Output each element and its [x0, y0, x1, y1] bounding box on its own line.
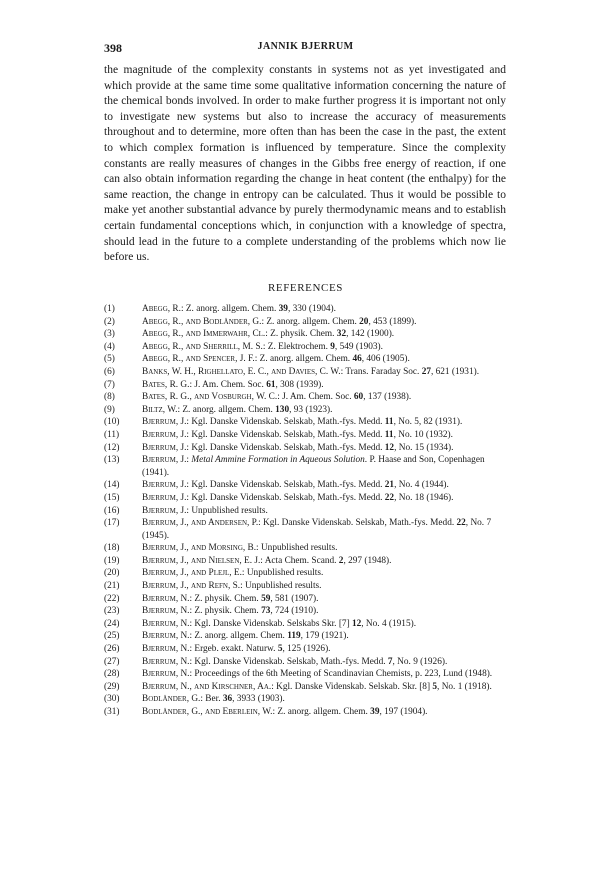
- reference-item: [104, 618, 506, 631]
- reference-source: : Proceedings of the 6th Meeting of Scandinavian Chemists, p. 223, Lund (1948).: [189, 669, 493, 680]
- body-paragraph: the magnitude of the complexity constants in systems not as yet investigated and which provide at the same time some qualitative information concerning the nature of the chemical bonds involved. In order to make further progress it is important not only to investigate new systems but also to increase the accuracy of measurements throughout and to determine, more often than has been the case in the past, the extent to which complex formation is influenced by temperature. Since the complexity constants are really measures of changes in the Gibbs free energy of reaction, if one can also obtain information regarding the change in heat content (the enthalpy) for the same reaction, the change in entropy can be calculated. Thus it would be possible to make yet another substantial advance by purely thermodynamic means and to establish certain fundamental conceptions which, in conjunction with a knowledge of spectra, should lead in the future to a complete understanding of the problems which now lie before us.: [104, 64, 506, 264]
- reference-number: (29): [104, 681, 120, 692]
- reference-volume: 60: [353, 392, 364, 403]
- reference-volume: 12: [351, 618, 362, 629]
- reference-details: , 3933 (1903).: [232, 694, 285, 705]
- reference-number: (3): [104, 329, 115, 340]
- reference-item: [104, 379, 506, 392]
- reference-details: , 581 (1907).: [270, 593, 319, 604]
- reference-authors: Biltz, W.: [142, 404, 178, 415]
- reference-details: , 453 (1899).: [368, 316, 417, 327]
- reference-item: [104, 643, 506, 656]
- reference-source: : Kgl. Danske Videnskab. Selskab, Math.-fys. Medd.: [186, 480, 385, 491]
- reference-details: , No. 4 (1944).: [394, 480, 449, 491]
- reference-item: [104, 630, 506, 643]
- reference-authors: Bates, R. G.: [142, 379, 190, 390]
- reference-item: [104, 303, 506, 316]
- reference-number: (17): [104, 518, 120, 529]
- references-heading: REFERENCES: [267, 282, 344, 294]
- reference-number: (26): [104, 644, 120, 655]
- reference-volume: 73: [261, 606, 271, 617]
- reference-source: : Kgl. Danske Videnskab. Selskab, Math.-fys. Medd.: [186, 442, 385, 453]
- reference-source: : Z. physik. Chem.: [265, 329, 337, 340]
- reference-authors: Bjerrum, N.: [142, 606, 190, 617]
- reference-details: , No. 18 (1946).: [394, 492, 454, 503]
- reference-volume: 46: [352, 354, 362, 365]
- reference-number: (13): [104, 455, 120, 466]
- reference-source: : Kgl. Danske Videnskab. Selskab. Skr. [8]: [271, 681, 433, 692]
- reference-authors: Abegg, R., and Immerwahr, Cl.: [142, 329, 266, 340]
- reference-item: [104, 681, 506, 694]
- reference-source: :: [186, 455, 192, 466]
- reference-volume: 61: [266, 379, 276, 390]
- reference-authors: Bjerrum, N.: [142, 618, 190, 629]
- reference-details: , No. 5, 82 (1931).: [393, 417, 463, 428]
- reference-number: (12): [104, 442, 120, 453]
- reference-number: (8): [104, 392, 115, 403]
- reference-details: , 93 (1923).: [289, 404, 333, 415]
- reference-authors: Bjerrum, J., and Andersen, P.: [142, 518, 259, 529]
- reference-item: [104, 341, 506, 354]
- reference-volume: 130: [275, 404, 290, 415]
- reference-authors: Bjerrum, J.: [142, 492, 187, 503]
- reference-source: : Z. physik. Chem.: [189, 606, 262, 617]
- reference-volume: 20: [359, 316, 369, 327]
- reference-volume: 7: [387, 656, 393, 667]
- reference-item: [104, 442, 506, 455]
- reference-details: , No. 15 (1934).: [394, 442, 454, 453]
- reference-details: , 549 (1903).: [334, 341, 383, 352]
- reference-details: , 137 (1938).: [363, 392, 412, 403]
- reference-source: : Kgl. Danske Videnskab. Selskab, Math.-fys. Medd.: [186, 417, 385, 428]
- reference-volume: 39: [278, 304, 288, 314]
- reference-authors: Bates, R. G., and Vosburgh, W. C.: [142, 392, 278, 403]
- reference-item: [104, 580, 506, 593]
- reference-item: [104, 517, 506, 542]
- reference-number: (15): [104, 492, 120, 503]
- reference-number: (6): [104, 366, 115, 377]
- reference-item: [104, 479, 506, 492]
- reference-volume: 5: [432, 681, 438, 692]
- reference-source: : Ber.: [200, 694, 223, 705]
- reference-details: , 724 (1910).: [270, 606, 319, 617]
- reference-title: Metal Ammine Formation in Aqueous Solution: [191, 455, 365, 466]
- reference-authors: Bjerrum, J.: [142, 442, 187, 453]
- reference-item: [104, 555, 506, 568]
- reference-authors: Bjerrum, J.: [142, 429, 187, 440]
- reference-source: : Z. anorg. allgem. Chem.: [261, 316, 360, 327]
- reference-authors: Bjerrum, J., and Morsing, B.: [142, 543, 257, 554]
- reference-details: , No. 4 (1915).: [361, 618, 417, 629]
- reference-source: : Unpublished results.: [240, 581, 322, 592]
- reference-authors: Bodländer, G., and Eberlein, W.: [142, 707, 273, 717]
- reference-number: (30): [104, 694, 120, 705]
- reference-number: (27): [104, 656, 120, 667]
- reference-number: (31): [104, 707, 120, 717]
- reference-details: , 179 (1921).: [300, 631, 349, 642]
- reference-item: [104, 706, 506, 719]
- reference-number: (25): [104, 631, 120, 642]
- reference-item: [104, 542, 506, 555]
- reference-authors: Bjerrum, J.: [142, 505, 187, 516]
- reference-volume: 119: [287, 631, 301, 642]
- reference-number: (11): [104, 429, 120, 440]
- reference-number: (20): [104, 568, 120, 579]
- reference-source: : Kgl. Danske Videnskab. Selskab, Math.-fys. Medd.: [186, 429, 385, 440]
- reference-details: , No. 10 (1932).: [393, 429, 453, 440]
- reference-authors: Bjerrum, N.: [142, 593, 190, 604]
- reference-authors: Bjerrum, N.: [142, 631, 190, 642]
- reference-source: : Kgl. Danske Videnskab. Selskab, Math.-fys. Medd.: [186, 492, 385, 503]
- reference-item: [104, 416, 506, 429]
- reference-volume: 39: [370, 707, 380, 717]
- reference-source: : Acta Chem. Scand.: [260, 555, 339, 566]
- reference-volume: 2: [338, 555, 344, 566]
- reference-source: : Kgl. Danske Videnskab. Selskabs Skr. [7]: [189, 618, 352, 629]
- reference-source: : Unpublished results.: [256, 543, 338, 554]
- reference-details: , No. 7 (1945).: [142, 518, 492, 541]
- reference-volume: 21: [384, 480, 395, 491]
- reference-item: [104, 693, 506, 706]
- reference-number: (5): [104, 354, 115, 365]
- reference-item: [104, 328, 506, 341]
- reference-source: : J. Am. Chem. Soc.: [277, 392, 354, 403]
- reference-number: (1): [104, 304, 115, 314]
- reference-authors: Bjerrum, N.: [142, 656, 190, 667]
- reference-volume: 9: [330, 341, 335, 352]
- reference-number: (28): [104, 669, 120, 680]
- reference-source: : Unpublished results.: [186, 505, 268, 516]
- reference-source: : Z. anorg. allgem. Chem.: [254, 354, 353, 365]
- reference-list: [104, 303, 506, 719]
- reference-authors: Bjerrum, J., and Refn, S.: [142, 581, 241, 592]
- reference-volume: 59: [261, 593, 271, 604]
- reference-item: [104, 391, 506, 404]
- reference-volume: 11: [384, 417, 394, 428]
- reference-number: (22): [104, 593, 120, 604]
- reference-source: : Kgl. Danske Videnskab. Selskab, Math.-fys. Medd.: [189, 656, 388, 667]
- reference-number: (24): [104, 618, 120, 629]
- reference-authors: Bjerrum, J., and Plejl, E.: [142, 568, 242, 579]
- page-number: 398: [104, 41, 122, 55]
- reference-number: (7): [104, 379, 115, 390]
- reference-authors: Bjerrum, N.: [142, 644, 190, 655]
- reference-volume: 22: [456, 518, 466, 529]
- reference-authors: Banks, W. H., Righellato, E. C., and Davies, C. W.: [142, 366, 341, 377]
- reference-item: [104, 668, 506, 681]
- reference-source: : Z. Elektrochem.: [262, 341, 331, 352]
- reference-source: : Z. anorg. allgem. Chem.: [272, 707, 371, 717]
- reference-number: (4): [104, 341, 115, 352]
- reference-volume: 22: [384, 492, 395, 503]
- reference-number: (23): [104, 606, 120, 617]
- reference-source: : Z. anorg. allgem. Chem.: [180, 304, 279, 314]
- reference-source: : J. Am. Chem. Soc.: [189, 379, 267, 390]
- reference-details: , 330 (1904).: [287, 304, 336, 314]
- reference-details: , 621 (1931).: [430, 366, 480, 377]
- reference-authors: Abegg, R.: [142, 304, 181, 314]
- reference-item: [104, 454, 506, 479]
- reference-authors: Bodländer, G.: [142, 694, 201, 705]
- reference-item: [104, 316, 506, 329]
- reference-item: [104, 505, 506, 518]
- reference-item: [104, 429, 506, 442]
- reference-details: . P. Haase and Son, Copenhagen (1941).: [142, 455, 485, 478]
- reference-authors: Abegg, R., and Spencer, J. F.: [142, 354, 255, 365]
- reference-item: [104, 605, 506, 618]
- reference-number: (21): [104, 581, 120, 592]
- reference-number: (10): [104, 417, 120, 428]
- reference-item: [104, 366, 506, 379]
- reference-authors: Bjerrum, J.: [142, 417, 187, 428]
- reference-authors: Abegg, R., and Bodländer, G.: [142, 316, 262, 327]
- reference-volume: 12: [384, 442, 395, 453]
- reference-source: : Kgl. Danske Videnskab. Selskab, Math.-fys. Medd.: [258, 518, 457, 529]
- reference-source: : Ergeb. exakt. Naturw.: [189, 644, 278, 655]
- reference-item: [104, 656, 506, 669]
- reference-item: [104, 567, 506, 580]
- reference-authors: Bjerrum, J., and Nielsen, E. J.: [142, 555, 261, 566]
- reference-volume: 27: [421, 366, 431, 377]
- reference-details: , 142 (1900).: [346, 329, 395, 340]
- reference-details: , No. 1 (1918).: [437, 681, 492, 692]
- reference-number: (14): [104, 480, 120, 491]
- reference-source: : Unpublished results.: [241, 568, 324, 579]
- reference-number: (19): [104, 555, 120, 566]
- reference-authors: Bjerrum, J.: [142, 455, 187, 466]
- reference-authors: Abegg, R., and Sherrill, M. S.: [142, 341, 263, 352]
- reference-source: : Z. physik. Chem.: [189, 593, 262, 604]
- reference-number: (2): [104, 316, 115, 327]
- reference-details: , 125 (1926).: [282, 644, 331, 655]
- reference-details: , 197 (1904).: [379, 707, 428, 717]
- reference-source: : Z. anorg. allgem. Chem.: [177, 404, 276, 415]
- reference-details: , 406 (1905).: [361, 354, 410, 365]
- reference-details: , No. 9 (1926).: [392, 656, 448, 667]
- reference-source: : Trans. Faraday Soc.: [340, 366, 422, 377]
- reference-number: (16): [104, 505, 120, 516]
- reference-item: [104, 593, 506, 606]
- reference-volume: 36: [222, 694, 233, 705]
- reference-item: [104, 492, 506, 505]
- reference-details: , 308 (1939).: [275, 379, 324, 390]
- reference-item: [104, 404, 506, 417]
- reference-item: [104, 353, 506, 366]
- reference-volume: 5: [277, 644, 283, 655]
- reference-details: , 297 (1948).: [343, 555, 392, 566]
- reference-authors: Bjerrum, N.: [142, 669, 190, 680]
- reference-number: (9): [104, 404, 115, 415]
- reference-volume: 11: [384, 429, 394, 440]
- running-title: JANNIK BJERRUM: [257, 41, 354, 52]
- reference-authors: Bjerrum, N., and Kirschner, Aa.: [142, 681, 272, 692]
- reference-volume: 32: [336, 329, 347, 340]
- reference-number: (18): [104, 543, 120, 554]
- reference-authors: Bjerrum, J.: [142, 480, 187, 491]
- reference-source: : Z. anorg. allgem. Chem.: [189, 631, 288, 642]
